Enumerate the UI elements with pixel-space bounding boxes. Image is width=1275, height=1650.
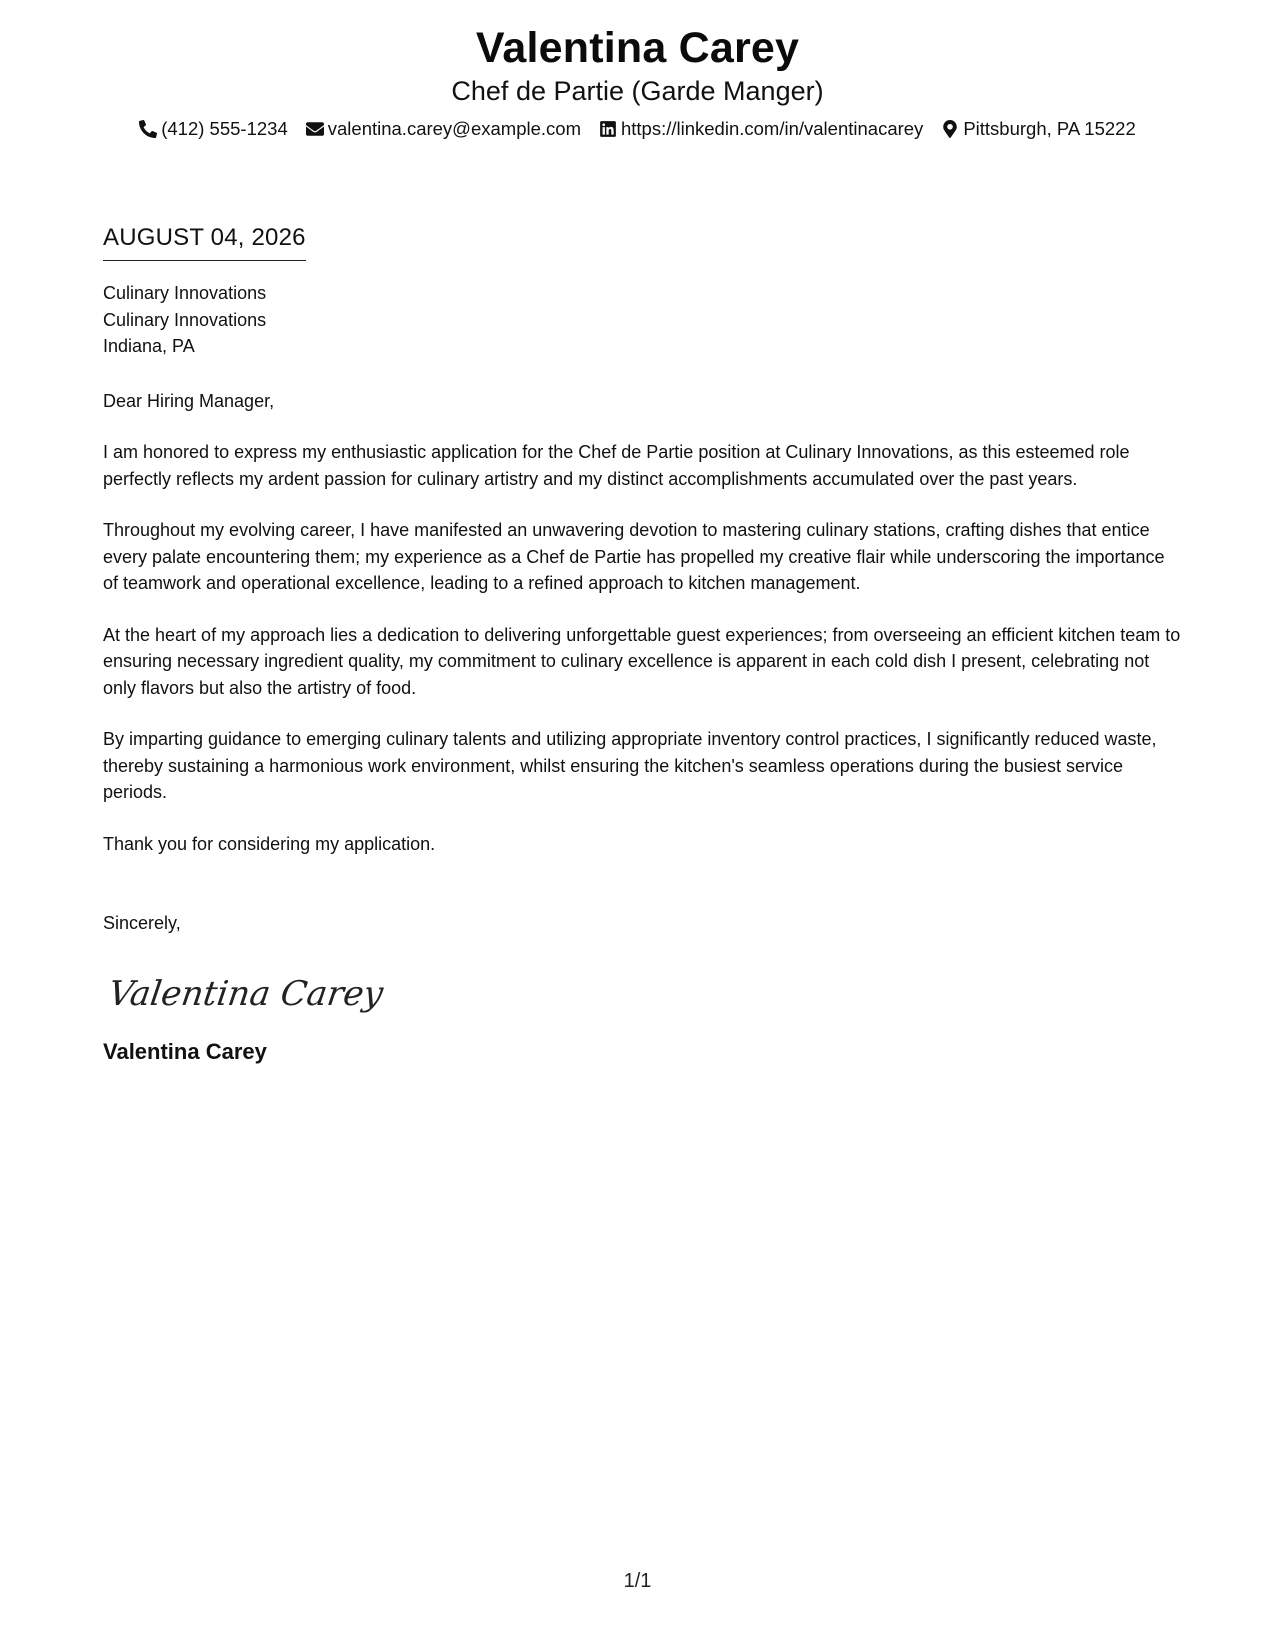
letter-date: AUGUST 04, 2026 (103, 222, 306, 261)
body-paragraph: At the heart of my approach lies a dedication to delivering unforgettable guest experiences; from overseeing an efficient kitchen team to ensuring necessary ingredient quality, my commitment to culinary excellence is apparent in each cold dish I present, celebrating not only flavors but also the artistry of food. (103, 624, 1181, 698)
map-pin-icon (941, 120, 959, 138)
envelope-icon (306, 120, 324, 138)
body-paragraph: I am honored to express my enthusiastic application for the Chef de Partie position at Culinary Innovations, as this esteemed role perfectly reflects my ardent passion for culinary artistry and my distinct accomplishments accumulated over the past years. (103, 442, 1130, 489)
closing: Sincerely, (103, 913, 181, 933)
email-text: valentina.carey@example.com (327, 118, 581, 139)
signed-name: Valentina Carey (103, 1038, 267, 1064)
phone-icon (139, 120, 157, 138)
recipient-line: Culinary Innovations (103, 309, 267, 330)
letter-body (103, 222, 1183, 1067)
recipient-block (103, 280, 1183, 360)
signature-image (106, 965, 386, 1023)
recipient-line: Culinary Innovations (103, 283, 267, 303)
contact-linkedin[interactable] (599, 117, 923, 141)
page-number: 1/1 (623, 1570, 652, 1592)
body-paragraph: Throughout my evolving career, I have manifested an unwavering devotion to mastering culinary stations, crafting dishes that entice every palate encountering them; my experience as a Chef de Partie has propelled my creative flair while underscoring the importance of teamwork and operational excellence, leading to a refined approach to kitchen management. (103, 520, 1165, 593)
body-paragraph: By imparting guidance to emerging culinary talents and utilizing appropriate inventory control practices, I significantly reduced waste, thereby sustaining a harmonious work environment, whilst ensuring the kitchen's seamless operations during the busiest service periods. (103, 729, 1157, 802)
contact-location (941, 117, 1135, 141)
linkedin-text: https://linkedin.com/in/valentinacarey (620, 118, 924, 139)
applicant-title: Chef de Partie (Garde Manger) (451, 76, 824, 106)
applicant-name: Valentina Carey (475, 24, 800, 72)
thank-you-line: Thank you for considering my application. (103, 833, 436, 854)
contact-email[interactable] (306, 117, 581, 141)
signature-script: Valentina Carey (106, 973, 386, 1014)
letter-header (0, 22, 1275, 141)
salutation: Dear Hiring Manager, (103, 390, 275, 411)
contact-bar (0, 117, 1275, 141)
linkedin-icon (599, 120, 617, 138)
phone-text: (412) 555-1234 (161, 118, 288, 139)
contact-phone[interactable] (139, 117, 288, 141)
recipient-line: Indiana, PA (103, 336, 195, 356)
location-text: Pittsburgh, PA 15222 (963, 118, 1136, 139)
